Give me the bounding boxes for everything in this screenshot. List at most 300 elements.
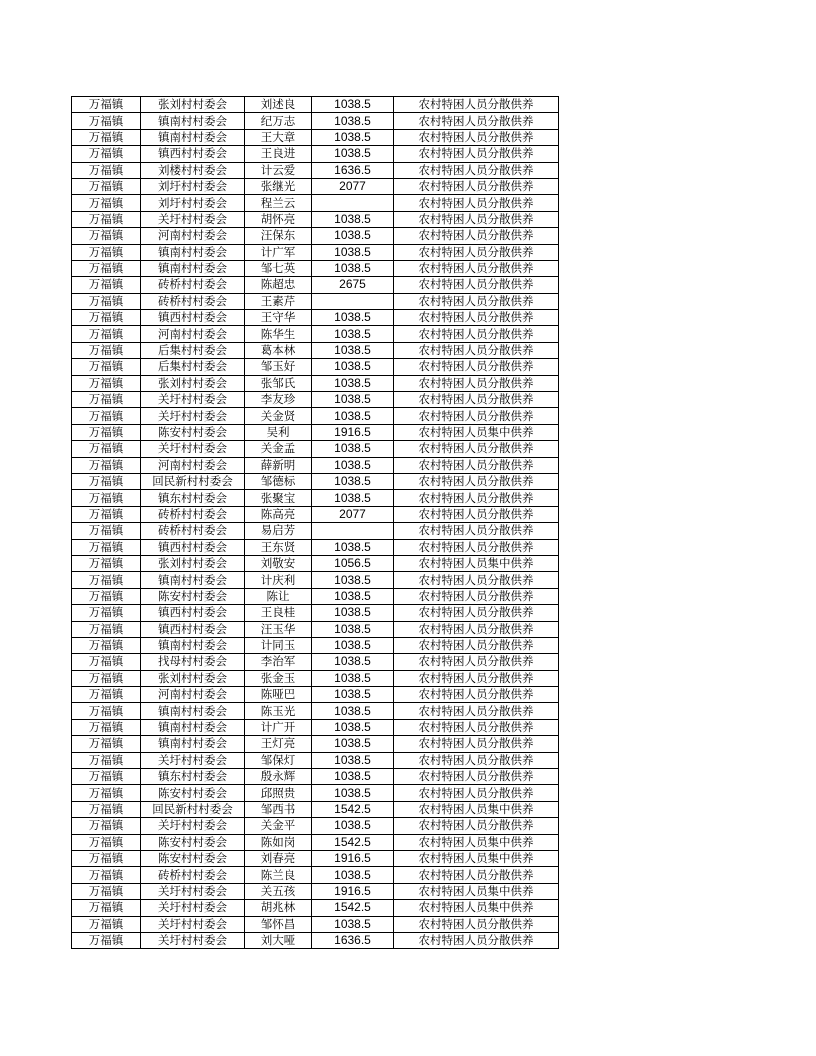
- table-row: [72, 129, 559, 145]
- amount-cell: 1038.5: [312, 260, 394, 276]
- category-cell: 农村特困人员分散供养: [394, 211, 559, 227]
- category-cell: 农村特困人员分散供养: [394, 129, 559, 145]
- table-row: [72, 277, 559, 293]
- town-cell: 万福镇: [72, 392, 141, 408]
- village-cell: 关圩村村委会: [141, 818, 245, 834]
- name-cell: 陈让: [245, 588, 312, 604]
- amount-cell: 1636.5: [312, 162, 394, 178]
- village-cell: 陈安村村委会: [141, 850, 245, 866]
- table-row: [72, 605, 559, 621]
- village-cell: 陈安村村委会: [141, 834, 245, 850]
- table-row: [72, 719, 559, 735]
- amount-cell: 1038.5: [312, 228, 394, 244]
- category-cell: 农村特困人员分散供养: [394, 572, 559, 588]
- amount-cell: 1542.5: [312, 834, 394, 850]
- table-row: [72, 752, 559, 768]
- village-cell: 镇南村村委会: [141, 703, 245, 719]
- name-cell: 计庆利: [245, 572, 312, 588]
- town-cell: 万福镇: [72, 588, 141, 604]
- category-cell: 农村特困人员分散供养: [394, 523, 559, 539]
- category-cell: 农村特困人员分散供养: [394, 146, 559, 162]
- town-cell: 万福镇: [72, 605, 141, 621]
- name-cell: 邹保灯: [245, 752, 312, 768]
- name-cell: 刘春亮: [245, 850, 312, 866]
- amount-cell: 1038.5: [312, 113, 394, 129]
- village-cell: 陈安村村委会: [141, 424, 245, 440]
- table-row: [72, 146, 559, 162]
- amount-cell: 1038.5: [312, 785, 394, 801]
- name-cell: 计云爱: [245, 162, 312, 178]
- town-cell: 万福镇: [72, 850, 141, 866]
- name-cell: 王大章: [245, 129, 312, 145]
- village-cell: 后集村村委会: [141, 342, 245, 358]
- name-cell: 葛本林: [245, 342, 312, 358]
- category-cell: 农村特困人员分散供养: [394, 752, 559, 768]
- table-row: [72, 867, 559, 883]
- category-cell: 农村特困人员分散供养: [394, 818, 559, 834]
- town-cell: 万福镇: [72, 834, 141, 850]
- town-cell: 万福镇: [72, 506, 141, 522]
- table-row: [72, 441, 559, 457]
- amount-cell: 1038.5: [312, 473, 394, 489]
- name-cell: 邹怀昌: [245, 916, 312, 932]
- town-cell: 万福镇: [72, 736, 141, 752]
- table-row: [72, 555, 559, 571]
- amount-cell: [312, 195, 394, 211]
- town-cell: 万福镇: [72, 359, 141, 375]
- category-cell: 农村特困人员集中供养: [394, 834, 559, 850]
- town-cell: 万福镇: [72, 752, 141, 768]
- amount-cell: 1038.5: [312, 752, 394, 768]
- relief-table: [71, 96, 559, 949]
- town-cell: 万福镇: [72, 785, 141, 801]
- table-row: [72, 572, 559, 588]
- name-cell: 王守华: [245, 310, 312, 326]
- name-cell: 计同玉: [245, 637, 312, 653]
- village-cell: 关圩村村委会: [141, 441, 245, 457]
- table-row: [72, 637, 559, 653]
- village-cell: 镇南村村委会: [141, 736, 245, 752]
- village-cell: 砖桥村村委会: [141, 506, 245, 522]
- village-cell: 张刘村村委会: [141, 670, 245, 686]
- category-cell: 农村特困人员分散供养: [394, 375, 559, 391]
- name-cell: 陈超忠: [245, 277, 312, 293]
- amount-cell: 1038.5: [312, 719, 394, 735]
- amount-cell: 1038.5: [312, 670, 394, 686]
- category-cell: 农村特困人员分散供养: [394, 260, 559, 276]
- name-cell: 汪玉华: [245, 621, 312, 637]
- amount-cell: 1916.5: [312, 850, 394, 866]
- town-cell: 万福镇: [72, 916, 141, 932]
- table-row: [72, 654, 559, 670]
- category-cell: 农村特困人员分散供养: [394, 736, 559, 752]
- village-cell: 镇南村村委会: [141, 129, 245, 145]
- category-cell: 农村特困人员分散供养: [394, 359, 559, 375]
- town-cell: 万福镇: [72, 703, 141, 719]
- village-cell: 河南村村委会: [141, 326, 245, 342]
- table-row: [72, 293, 559, 309]
- town-cell: 万福镇: [72, 818, 141, 834]
- category-cell: 农村特困人员分散供养: [394, 457, 559, 473]
- village-cell: 镇南村村委会: [141, 572, 245, 588]
- amount-cell: 1038.5: [312, 310, 394, 326]
- amount-cell: 1542.5: [312, 801, 394, 817]
- amount-cell: 2675: [312, 277, 394, 293]
- category-cell: 农村特困人员分散供养: [394, 637, 559, 653]
- table-row: [72, 424, 559, 440]
- amount-cell: 1038.5: [312, 408, 394, 424]
- table-row: [72, 326, 559, 342]
- amount-cell: 1038.5: [312, 490, 394, 506]
- category-cell: 农村特困人员分散供养: [394, 244, 559, 260]
- town-cell: 万福镇: [72, 473, 141, 489]
- table-row: [72, 769, 559, 785]
- village-cell: 镇西村村委会: [141, 310, 245, 326]
- name-cell: 胡怀亮: [245, 211, 312, 227]
- town-cell: 万福镇: [72, 424, 141, 440]
- category-cell: 农村特困人员分散供养: [394, 473, 559, 489]
- name-cell: 张继光: [245, 178, 312, 194]
- category-cell: 农村特困人员分散供养: [394, 342, 559, 358]
- name-cell: 刘敬安: [245, 555, 312, 571]
- town-cell: 万福镇: [72, 326, 141, 342]
- category-cell: 农村特困人员分散供养: [394, 326, 559, 342]
- name-cell: 张金玉: [245, 670, 312, 686]
- amount-cell: 1038.5: [312, 621, 394, 637]
- village-cell: 镇南村村委会: [141, 719, 245, 735]
- village-cell: 陈安村村委会: [141, 785, 245, 801]
- town-cell: 万福镇: [72, 178, 141, 194]
- name-cell: 陈玉光: [245, 703, 312, 719]
- category-cell: 农村特困人员分散供养: [394, 769, 559, 785]
- name-cell: 邹七英: [245, 260, 312, 276]
- town-cell: 万福镇: [72, 769, 141, 785]
- table-row: [72, 834, 559, 850]
- table-row: [72, 162, 559, 178]
- village-cell: 关圩村村委会: [141, 392, 245, 408]
- name-cell: 胡兆林: [245, 900, 312, 916]
- amount-cell: 1038.5: [312, 769, 394, 785]
- category-cell: 农村特困人员集中供养: [394, 850, 559, 866]
- village-cell: 砖桥村村委会: [141, 293, 245, 309]
- category-cell: 农村特困人员分散供养: [394, 162, 559, 178]
- town-cell: 万福镇: [72, 244, 141, 260]
- table-row: [72, 736, 559, 752]
- category-cell: 农村特困人员分散供养: [394, 277, 559, 293]
- village-cell: 找母村村委会: [141, 654, 245, 670]
- village-cell: 回民新村村委会: [141, 801, 245, 817]
- village-cell: 砖桥村村委会: [141, 867, 245, 883]
- name-cell: 张邹氏: [245, 375, 312, 391]
- table-row: [72, 260, 559, 276]
- village-cell: 关圩村村委会: [141, 883, 245, 899]
- village-cell: 砖桥村村委会: [141, 277, 245, 293]
- village-cell: 镇南村村委会: [141, 244, 245, 260]
- amount-cell: 2077: [312, 506, 394, 522]
- table-row: [72, 310, 559, 326]
- category-cell: 农村特困人员分散供养: [394, 97, 559, 113]
- village-cell: 关圩村村委会: [141, 408, 245, 424]
- town-cell: 万福镇: [72, 867, 141, 883]
- category-cell: 农村特困人员分散供养: [394, 506, 559, 522]
- amount-cell: 2077: [312, 178, 394, 194]
- name-cell: 关金平: [245, 818, 312, 834]
- table-row: [72, 408, 559, 424]
- amount-cell: 1038.5: [312, 146, 394, 162]
- amount-cell: 1038.5: [312, 867, 394, 883]
- category-cell: 农村特困人员分散供养: [394, 228, 559, 244]
- town-cell: 万福镇: [72, 572, 141, 588]
- amount-cell: 1038.5: [312, 211, 394, 227]
- name-cell: 薛新明: [245, 457, 312, 473]
- amount-cell: 1636.5: [312, 932, 394, 948]
- table-row: [72, 359, 559, 375]
- name-cell: 王良进: [245, 146, 312, 162]
- village-cell: 后集村村委会: [141, 359, 245, 375]
- category-cell: 农村特困人员分散供养: [394, 539, 559, 555]
- table-row: [72, 883, 559, 899]
- name-cell: 计广开: [245, 719, 312, 735]
- town-cell: 万福镇: [72, 375, 141, 391]
- name-cell: 邹西书: [245, 801, 312, 817]
- town-cell: 万福镇: [72, 883, 141, 899]
- table-row: [72, 195, 559, 211]
- town-cell: 万福镇: [72, 523, 141, 539]
- town-cell: 万福镇: [72, 211, 141, 227]
- amount-cell: 1038.5: [312, 654, 394, 670]
- category-cell: 农村特困人员分散供养: [394, 687, 559, 703]
- town-cell: 万福镇: [72, 719, 141, 735]
- name-cell: 关五孩: [245, 883, 312, 899]
- table-row: [72, 621, 559, 637]
- village-cell: 镇西村村委会: [141, 621, 245, 637]
- name-cell: 陈如岗: [245, 834, 312, 850]
- category-cell: 农村特困人员分散供养: [394, 178, 559, 194]
- town-cell: 万福镇: [72, 310, 141, 326]
- category-cell: 农村特困人员分散供养: [394, 654, 559, 670]
- town-cell: 万福镇: [72, 97, 141, 113]
- amount-cell: 1038.5: [312, 129, 394, 145]
- table-row: [72, 375, 559, 391]
- town-cell: 万福镇: [72, 687, 141, 703]
- amount-cell: 1038.5: [312, 392, 394, 408]
- town-cell: 万福镇: [72, 129, 141, 145]
- category-cell: 农村特困人员分散供养: [394, 916, 559, 932]
- village-cell: 关圩村村委会: [141, 932, 245, 948]
- category-cell: 农村特困人员分散供养: [394, 670, 559, 686]
- table-row: [72, 113, 559, 129]
- table-row: [72, 801, 559, 817]
- table-row: [72, 703, 559, 719]
- table-row: [72, 785, 559, 801]
- amount-cell: 1038.5: [312, 97, 394, 113]
- category-cell: 农村特困人员集中供养: [394, 801, 559, 817]
- village-cell: 张刘村村委会: [141, 375, 245, 391]
- name-cell: 吴利: [245, 424, 312, 440]
- table-row: [72, 178, 559, 194]
- village-cell: 张刘村村委会: [141, 97, 245, 113]
- town-cell: 万福镇: [72, 670, 141, 686]
- table-row: [72, 523, 559, 539]
- table-row: [72, 473, 559, 489]
- table-row: [72, 850, 559, 866]
- town-cell: 万福镇: [72, 228, 141, 244]
- table-row: [72, 900, 559, 916]
- category-cell: 农村特困人员集中供养: [394, 555, 559, 571]
- name-cell: 邹德标: [245, 473, 312, 489]
- village-cell: 镇南村村委会: [141, 260, 245, 276]
- amount-cell: [312, 293, 394, 309]
- town-cell: 万福镇: [72, 441, 141, 457]
- name-cell: 刘述良: [245, 97, 312, 113]
- table-row: [72, 97, 559, 113]
- category-cell: 农村特困人员集中供养: [394, 883, 559, 899]
- table-row: [72, 490, 559, 506]
- table-row: [72, 457, 559, 473]
- town-cell: 万福镇: [72, 801, 141, 817]
- category-cell: 农村特困人员分散供养: [394, 310, 559, 326]
- village-cell: 张刘村村委会: [141, 555, 245, 571]
- amount-cell: [312, 523, 394, 539]
- category-cell: 农村特困人员分散供养: [394, 932, 559, 948]
- category-cell: 农村特困人员分散供养: [394, 392, 559, 408]
- category-cell: 农村特困人员分散供养: [394, 408, 559, 424]
- village-cell: 河南村村委会: [141, 687, 245, 703]
- village-cell: 镇西村村委会: [141, 146, 245, 162]
- category-cell: 农村特困人员分散供养: [394, 113, 559, 129]
- relief-table-body: [72, 97, 559, 949]
- amount-cell: 1056.5: [312, 555, 394, 571]
- table-row: [72, 539, 559, 555]
- village-cell: 镇南村村委会: [141, 113, 245, 129]
- name-cell: 关金孟: [245, 441, 312, 457]
- table-row: [72, 244, 559, 260]
- town-cell: 万福镇: [72, 539, 141, 555]
- name-cell: 邹玉好: [245, 359, 312, 375]
- table-row: [72, 932, 559, 948]
- amount-cell: 1038.5: [312, 588, 394, 604]
- village-cell: 刘圩村村委会: [141, 195, 245, 211]
- village-cell: 镇南村村委会: [141, 637, 245, 653]
- name-cell: 陈哑巴: [245, 687, 312, 703]
- amount-cell: 1916.5: [312, 883, 394, 899]
- table-row: [72, 342, 559, 358]
- category-cell: 农村特困人员分散供养: [394, 621, 559, 637]
- table-row: [72, 670, 559, 686]
- name-cell: 张聚宝: [245, 490, 312, 506]
- name-cell: 王素芹: [245, 293, 312, 309]
- name-cell: 李治军: [245, 654, 312, 670]
- table-row: [72, 392, 559, 408]
- name-cell: 刘大哑: [245, 932, 312, 948]
- name-cell: 关金贤: [245, 408, 312, 424]
- category-cell: 农村特困人员集中供养: [394, 900, 559, 916]
- village-cell: 陈安村村委会: [141, 588, 245, 604]
- village-cell: 镇西村村委会: [141, 605, 245, 621]
- amount-cell: 1038.5: [312, 703, 394, 719]
- town-cell: 万福镇: [72, 654, 141, 670]
- amount-cell: 1038.5: [312, 916, 394, 932]
- name-cell: 邱照贵: [245, 785, 312, 801]
- name-cell: 王灯亮: [245, 736, 312, 752]
- town-cell: 万福镇: [72, 637, 141, 653]
- amount-cell: 1038.5: [312, 818, 394, 834]
- amount-cell: 1038.5: [312, 457, 394, 473]
- amount-cell: 1038.5: [312, 342, 394, 358]
- table-row: [72, 818, 559, 834]
- village-cell: 镇东村村委会: [141, 769, 245, 785]
- amount-cell: 1038.5: [312, 244, 394, 260]
- village-cell: 镇西村村委会: [141, 539, 245, 555]
- amount-cell: 1038.5: [312, 687, 394, 703]
- village-cell: 回民新村村委会: [141, 473, 245, 489]
- town-cell: 万福镇: [72, 621, 141, 637]
- name-cell: 汪保东: [245, 228, 312, 244]
- category-cell: 农村特困人员分散供养: [394, 867, 559, 883]
- table-row: [72, 588, 559, 604]
- name-cell: 殷永辉: [245, 769, 312, 785]
- name-cell: 纪万志: [245, 113, 312, 129]
- amount-cell: 1542.5: [312, 900, 394, 916]
- category-cell: 农村特困人员分散供养: [394, 195, 559, 211]
- town-cell: 万福镇: [72, 293, 141, 309]
- village-cell: 关圩村村委会: [141, 752, 245, 768]
- town-cell: 万福镇: [72, 457, 141, 473]
- town-cell: 万福镇: [72, 490, 141, 506]
- amount-cell: 1038.5: [312, 359, 394, 375]
- category-cell: 农村特困人员分散供养: [394, 293, 559, 309]
- name-cell: 王东贤: [245, 539, 312, 555]
- amount-cell: 1038.5: [312, 637, 394, 653]
- name-cell: 陈华生: [245, 326, 312, 342]
- village-cell: 镇东村村委会: [141, 490, 245, 506]
- category-cell: 农村特困人员分散供养: [394, 441, 559, 457]
- town-cell: 万福镇: [72, 162, 141, 178]
- category-cell: 农村特困人员分散供养: [394, 605, 559, 621]
- name-cell: 李友珍: [245, 392, 312, 408]
- category-cell: 农村特困人员分散供养: [394, 719, 559, 735]
- village-cell: 关圩村村委会: [141, 211, 245, 227]
- village-cell: 河南村村委会: [141, 457, 245, 473]
- name-cell: 陈高亮: [245, 506, 312, 522]
- amount-cell: 1038.5: [312, 736, 394, 752]
- table-row: [72, 916, 559, 932]
- category-cell: 农村特困人员分散供养: [394, 703, 559, 719]
- town-cell: 万福镇: [72, 932, 141, 948]
- category-cell: 农村特困人员集中供养: [394, 424, 559, 440]
- town-cell: 万福镇: [72, 900, 141, 916]
- town-cell: 万福镇: [72, 146, 141, 162]
- category-cell: 农村特困人员分散供养: [394, 588, 559, 604]
- town-cell: 万福镇: [72, 195, 141, 211]
- town-cell: 万福镇: [72, 260, 141, 276]
- village-cell: 关圩村村委会: [141, 900, 245, 916]
- village-cell: 刘楼村村委会: [141, 162, 245, 178]
- village-cell: 砖桥村村委会: [141, 523, 245, 539]
- table-row: [72, 228, 559, 244]
- category-cell: 农村特困人员分散供养: [394, 785, 559, 801]
- village-cell: 河南村村委会: [141, 228, 245, 244]
- amount-cell: 1916.5: [312, 424, 394, 440]
- town-cell: 万福镇: [72, 113, 141, 129]
- town-cell: 万福镇: [72, 408, 141, 424]
- town-cell: 万福镇: [72, 555, 141, 571]
- name-cell: 程兰云: [245, 195, 312, 211]
- village-cell: 刘圩村村委会: [141, 178, 245, 194]
- table-row: [72, 211, 559, 227]
- village-cell: 关圩村村委会: [141, 916, 245, 932]
- name-cell: 王良桂: [245, 605, 312, 621]
